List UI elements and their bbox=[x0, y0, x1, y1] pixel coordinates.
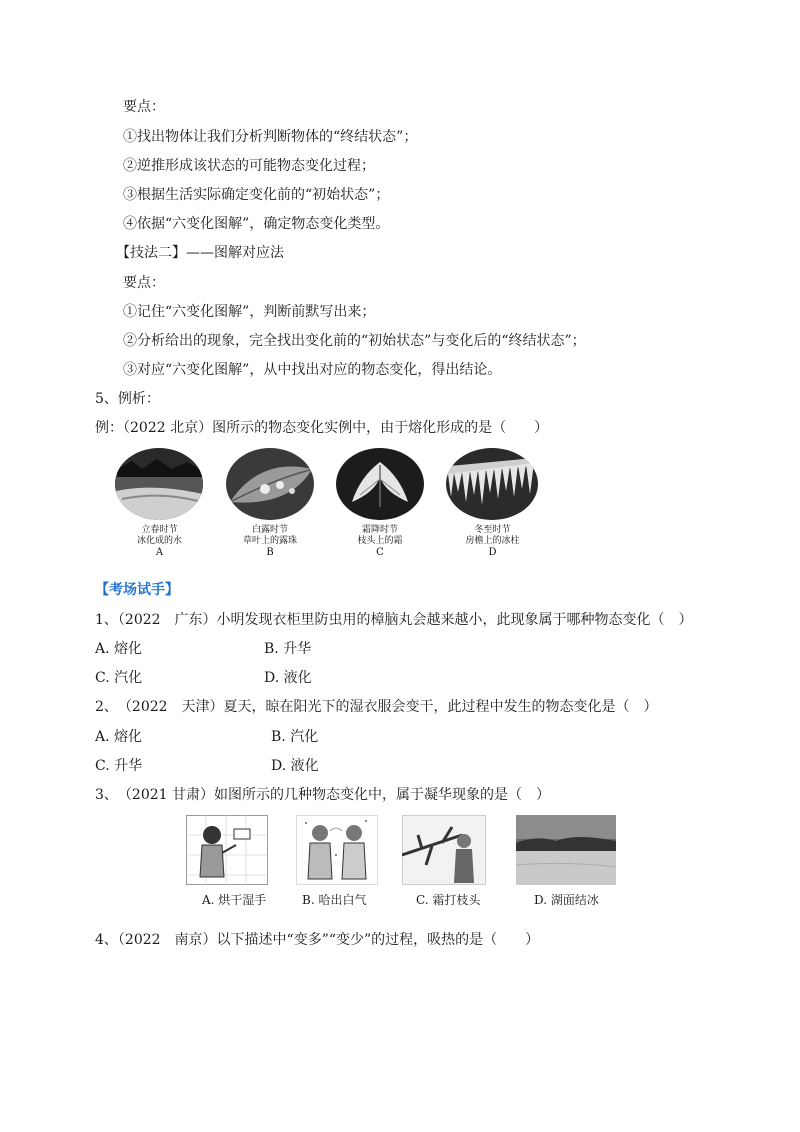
q3-caption-a: A. 烘干湿手 bbox=[202, 893, 267, 907]
question-1: 1、（2022 广东）小明发现衣柜里防虫用的樟脑丸会越来越小，此现象属于哪种物态变化（ ） bbox=[95, 612, 693, 628]
frozen-lake-image bbox=[516, 815, 616, 885]
technique2-title: 【技法二】——图解对应法 bbox=[116, 245, 284, 261]
point-item: ④依据“六变化图解”，确定物态变化类型。 bbox=[123, 216, 390, 232]
q3-figure-c bbox=[402, 815, 486, 913]
points-label: 要点： bbox=[123, 99, 165, 115]
q1-option-c: C. 汽化 bbox=[95, 670, 143, 686]
q3-caption-b: B. 哈出白气 bbox=[302, 893, 367, 907]
q3-figure-a bbox=[186, 815, 268, 913]
icicles-image bbox=[440, 447, 545, 522]
q3-figure-d bbox=[516, 815, 616, 913]
technique2-item: ③对应“六变化图解”，从中找出对应的物态变化，得出结论。 bbox=[123, 362, 502, 378]
q2-option-c: C. 升华 bbox=[95, 758, 143, 774]
q3-figure-b bbox=[296, 815, 378, 913]
question-4: 4、（2022 南京）以下描述中“变多”“变少”的过程，吸热的是（ ） bbox=[95, 932, 540, 948]
q2-option-a: A. 熔化 bbox=[95, 729, 143, 745]
frosted-branch-image bbox=[402, 815, 486, 885]
question-3: 3、 （2021 甘肃）如图所示的几种物态变化中，属于凝华现象的是（ ） bbox=[95, 787, 550, 803]
frost-branch-image bbox=[330, 447, 430, 522]
practice-heading: 【考场试手】 bbox=[95, 582, 179, 598]
thawing-ice-image bbox=[112, 447, 207, 522]
breath-vapor-image bbox=[296, 815, 378, 885]
figure-caption: 冬至时节 房檐上的冰柱 D bbox=[465, 525, 520, 558]
q1-option-d: D. 液化 bbox=[264, 670, 312, 686]
example-heading: 5、例析： bbox=[95, 391, 160, 407]
example-figure-a bbox=[112, 447, 207, 559]
example-figure-d bbox=[440, 447, 545, 559]
question-2: 2、 （2022 天津）夏天，晾在阳光下的湿衣服会变干，此过程中发生的物态变化是（ ） bbox=[95, 699, 658, 715]
point-item: ①找出物体让我们分析判断物体的“终结状态”； bbox=[123, 129, 418, 145]
technique2-label: 要点： bbox=[123, 275, 165, 291]
q3-caption-c: C. 霜打枝头 bbox=[416, 893, 481, 907]
dew-leaf-image bbox=[220, 447, 320, 522]
q3-caption-d: D. 湖面结冰 bbox=[534, 893, 599, 907]
point-item: ③根据生活实际确定变化前的“初始状态”； bbox=[123, 187, 390, 203]
figure-caption: 霜降时节 枝头上的霜 C bbox=[357, 525, 403, 558]
q1-option-b: B. 升华 bbox=[264, 641, 312, 657]
example-question: 例：（2022 北京）图所示的物态变化实例中，由于熔化形成的是（ ） bbox=[95, 420, 549, 436]
q2-option-b: B. 汽化 bbox=[271, 729, 319, 745]
point-item: ②逆推形成该状态的可能物态变化过程； bbox=[123, 158, 375, 174]
example-figure-c bbox=[330, 447, 430, 559]
technique2-item: ②分析给出的现象，完全找出变化前的“初始状态”与变化后的“终结状态”； bbox=[123, 333, 586, 349]
technique2-item: ①记住“六变化图解”，判断前默写出来； bbox=[123, 304, 376, 320]
q2-option-d: D. 液化 bbox=[271, 758, 319, 774]
hand-dryer-image bbox=[186, 815, 268, 885]
figure-caption: 白露时节 草叶上的露珠 B bbox=[242, 525, 297, 558]
figure-caption: 立春时节 冰化成的水 A bbox=[136, 525, 182, 558]
example-figure-b bbox=[220, 447, 320, 559]
q1-option-a: A. 熔化 bbox=[95, 641, 143, 657]
